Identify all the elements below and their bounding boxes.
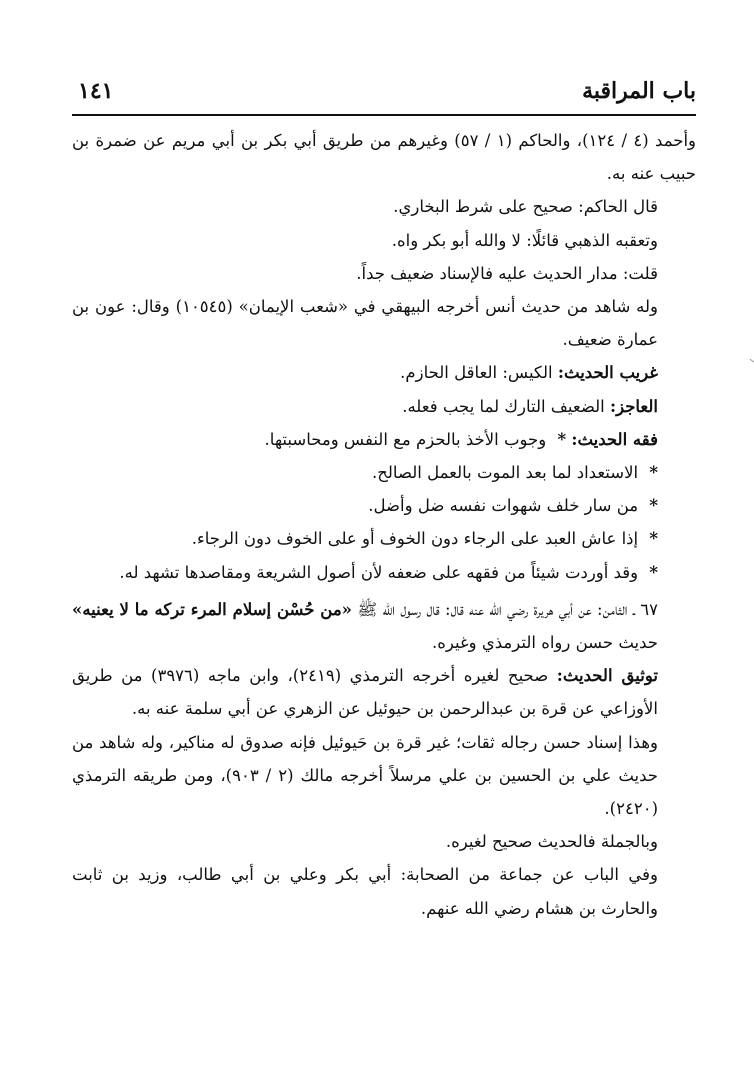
fiqh-point-4: إذا عاش العبد على الرجاء دون الخوف أو على الخوف دون الرجاء. bbox=[191, 529, 639, 549]
ajiz-label: العاجز: bbox=[610, 396, 658, 416]
bullet-star: * bbox=[557, 429, 567, 449]
bullet-star: * bbox=[649, 496, 658, 516]
paragraph-dhahabi: وتعقبه الذهبي قائلًا: لا والله أبو بكر واه. bbox=[391, 230, 658, 250]
paragraph-other-companions: وفي الباب عن جماعة من الصحابة: أبي بكر وعلي بن أبي طالب، وزيد بن ثابت والحارث بن هشام رضي الله عنهم. bbox=[72, 865, 658, 918]
paragraph-witness: وله شاهد من حديث أنس أخرجه البيهقي في «شعب الإيمان» (١٠٥٤٥) وقال: عون بن عمارة ضعيف. bbox=[72, 297, 658, 350]
bullet-star: * bbox=[649, 562, 658, 582]
tawthiq-text: صحيح لغيره أخرجه الترمذي (٢٤١٩)، وابن ماجه (٣٩٧٦) من طريق الأوزاعي عن قرة بن عبدالرحمن بن حيوئيل عن الزهري عن أبي سلمة عنه به. bbox=[72, 666, 658, 719]
ajiz-text: الضعيف التارك لما يجب فعله. bbox=[402, 396, 605, 416]
chapter-title: باب المراقبة bbox=[582, 78, 696, 104]
gharib-label: غريب الحديث: bbox=[557, 363, 658, 383]
paragraph-hakim: قال الحاكم: صحيح على شرط البخاري. bbox=[393, 197, 658, 217]
bullet-star: * bbox=[649, 463, 658, 483]
paragraph-conclusion: وبالجملة فالحديث صحيح لغيره. bbox=[445, 832, 658, 852]
hadith-67 bbox=[72, 593, 696, 659]
page-number: ١٤١ bbox=[78, 78, 114, 104]
ajiz-definition bbox=[72, 390, 696, 423]
fiqh-item bbox=[72, 456, 696, 489]
fiqh-point-2: الاستعداد لما بعد الموت بالعمل الصالح. bbox=[372, 463, 639, 483]
fiqh-label: فقه الحديث: bbox=[571, 429, 658, 449]
gharib-text: الكيس: العاقل الحازم. bbox=[400, 363, 553, 383]
fiqh-point-5: وقد أوردت شيئاً من فقهه على ضعفه لأن أصول الشريعة ومقاصدها تشهد له. bbox=[119, 562, 639, 582]
tawthiq-label: توثيق الحديث: bbox=[556, 666, 658, 686]
fiqh-item bbox=[72, 556, 696, 589]
paragraph-references: وأحمد (٤ / ١٢٤)، والحاكم (١ / ٥٧) وغيرهم من طريق أبي بكر بن أبي مريم عن ضمرة بن حبيب عنه به. bbox=[72, 131, 696, 184]
header-rule bbox=[72, 114, 696, 116]
hadith-grading: حديث حسن رواه الترمذي وغيره. bbox=[432, 633, 658, 653]
fiqh-point-3: من سار خلف شهوات نفسه ضل وأضل. bbox=[368, 496, 639, 516]
fiqh-item bbox=[72, 522, 696, 555]
gharib-section bbox=[72, 356, 696, 389]
fiqh-item bbox=[72, 489, 696, 522]
page-body bbox=[72, 124, 696, 925]
hadith-text: «من حُسْن إسلام المرء تركه ما لا يعنيه» bbox=[72, 599, 352, 619]
tawthiq-section bbox=[72, 659, 696, 725]
hadith-intro: ٦٧ ـ الثامن: عن أبي هريرة رضي الله عنه قال: قال رسول الله ﷺ bbox=[357, 599, 659, 619]
paragraph-verdict: قلت: مدار الحديث عليه فالإسناد ضعيف جداً. bbox=[356, 263, 658, 283]
margin-mark bbox=[732, 359, 754, 392]
fiqh-section bbox=[72, 423, 696, 456]
page-header bbox=[72, 74, 696, 114]
fiqh-point-1: وجوب الأخذ بالحزم مع النفس ومحاسبتها. bbox=[264, 429, 547, 449]
paragraph-isnad: وهذا إسناد حسن رجاله ثقات؛ غير قرة بن حَيوئيل فإنه صدوق له مناكير، وله شاهد من حديث علي بن الحسين بن علي مرسلاً أخرجه مالك (٢ / ٩٠٣)، ومن طريقه الترمذي (٢٤٢٠). bbox=[72, 732, 658, 819]
bullet-star: * bbox=[649, 529, 658, 549]
